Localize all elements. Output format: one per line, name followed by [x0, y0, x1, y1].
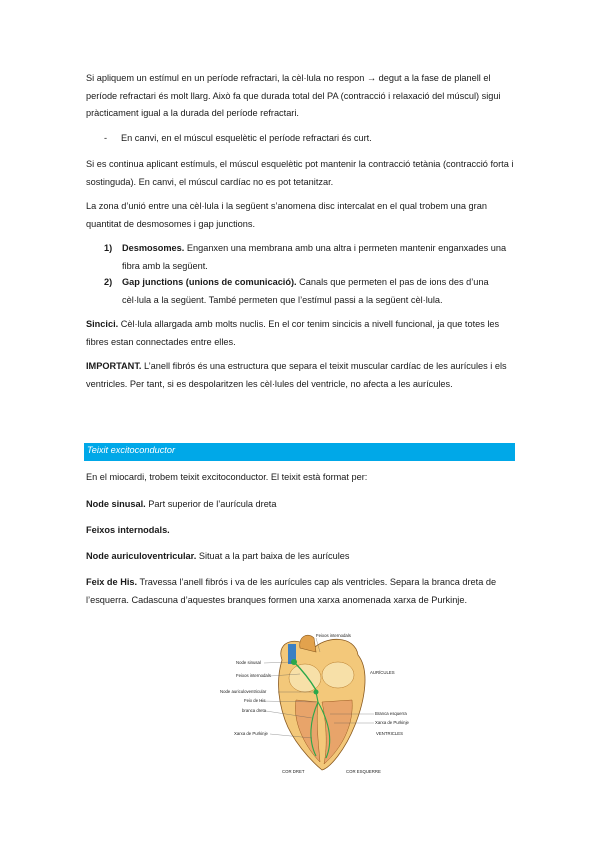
section-heading: Teixit excitoconductor: [87, 445, 176, 455]
label-node-sinusal: Node sinusal: [236, 660, 261, 665]
sincici-text: Cèl·lula allargada amb molts nuclis. En el cor tenim sincicis a nivell funcional, ja que totes les fibres estan connectades entre elles.: [86, 319, 500, 347]
paragraph-intro: En el miocardi, trobem teixit excitoconductor. El teixit està format per:: [86, 472, 368, 482]
label-cor-esquerre: COR ESQUERRE: [346, 769, 381, 774]
label-feixos-internodals-top: Feixos internodals: [316, 633, 351, 638]
label-branca-dreta: branca dreta: [242, 708, 267, 713]
label-xarxa-purkinje-right: Xarxa de Purkinje: [375, 720, 409, 725]
heart-conduction-diagram: [220, 630, 409, 775]
left-atrium: [322, 662, 354, 688]
paragraph-important: [86, 358, 514, 393]
list-item-gap-junctions: [104, 274, 514, 309]
right-atrium: [289, 664, 321, 692]
label-branca-esquerra: Branca esquerra: [375, 711, 407, 716]
term-important: IMPORTANT.: [86, 361, 142, 371]
heart-illustration: [220, 630, 409, 775]
dash-marker: -: [104, 133, 108, 143]
paragraph-feix-his: [86, 574, 514, 609]
node-sinusal-text: Part superior de l’aurícula dreta: [145, 499, 277, 509]
label-xarxa-purkinje-left: Xarxa de Purkinje: [234, 731, 268, 736]
label-ventricles: VENTRICLES: [376, 731, 403, 736]
paragraph-node-av: [86, 548, 514, 566]
bullet-item-skeletal: [104, 130, 372, 148]
paragraph-feixos: [86, 522, 514, 540]
label-cor-dret: COR DRET: [282, 769, 305, 774]
list-item-desmosomes: [104, 240, 514, 275]
label-feix-his: Feix de His: [244, 698, 266, 703]
node-av-text: Situat a la part baixa de les aurícules: [196, 551, 350, 561]
desmosomes-text: Enganxen una membrana amb una altra i permeten mantenir enganxades una fibra amb la següent.: [122, 243, 507, 271]
term-desmosomes: Desmosomes.: [122, 243, 185, 253]
term-gap-junctions: Gap junctions (unions de comunicació).: [122, 277, 297, 287]
paragraph-tetanus: Si es continua aplicant estímuls, el múscul esquelètic pot mantenir la contracció tetània (contracció forta i sostinguda). En canvi, el múscul cardíac no es pot tetanitzar.: [86, 159, 514, 187]
feix-his-text: Travessa l’anell fibrós i va de les aurícules cap als ventricles. Separa la branca dreta de l’esquerra. Cadascuna d’aquestes branques formen una xarxa anomenada xarxa de Purkinje.: [86, 577, 497, 605]
paragraph-sincici: [86, 316, 514, 351]
term-feixos-internodals: Feixos internodals.: [86, 525, 170, 535]
paragraph-refractory-period: Si apliquem un estímul en un període refractari, la cèl·lula no respon → degut a la fase de planell el període refractari és molt llarg. Això fa que durada total del PA (contracció i relaxació del múscul) sigui pràcticament igual a la durada del període refractari.: [86, 73, 501, 118]
term-sincici: Sincici.: [86, 319, 119, 329]
list-number: 1): [104, 243, 113, 253]
term-node-sinusal: Node sinusal.: [86, 499, 146, 509]
label-feixos-internodals: Feixos internodals: [236, 673, 271, 678]
paragraph-node-sinusal: [86, 496, 514, 514]
label-node-av: Node auriculoventricular: [220, 689, 267, 694]
label-auricules: AURÍCULES: [370, 670, 395, 675]
bullet-text: En canvi, en el múscul esquelètic el període refractari és curt.: [121, 133, 372, 143]
section-heading-bar: [84, 443, 515, 461]
list-number: 2): [104, 277, 113, 287]
term-feix-his: Feix de His.: [86, 577, 138, 587]
gap-junctions-text: Canals que permeten el pas de ions des d’una cèl·lula a la següent. També permeten que l’estímul passi a la següent cèl·lula.: [122, 277, 489, 305]
important-text: L’anell fibrós és una estructura que separa el teixit muscular cardíac de les aurícules i els ventricles. Per tant, si es despolaritzen les cèl·lules del ventricle, no afecta a les aurícules.: [86, 361, 507, 389]
term-node-av: Node auriculoventricular.: [86, 551, 197, 561]
paragraph-intercalated-disc: La zona d’unió entre una cèl·lula i la següent s’anomena disc intercalat en el qual trobem una gran quantitat de desmosomes i gap junctions.: [86, 201, 487, 229]
